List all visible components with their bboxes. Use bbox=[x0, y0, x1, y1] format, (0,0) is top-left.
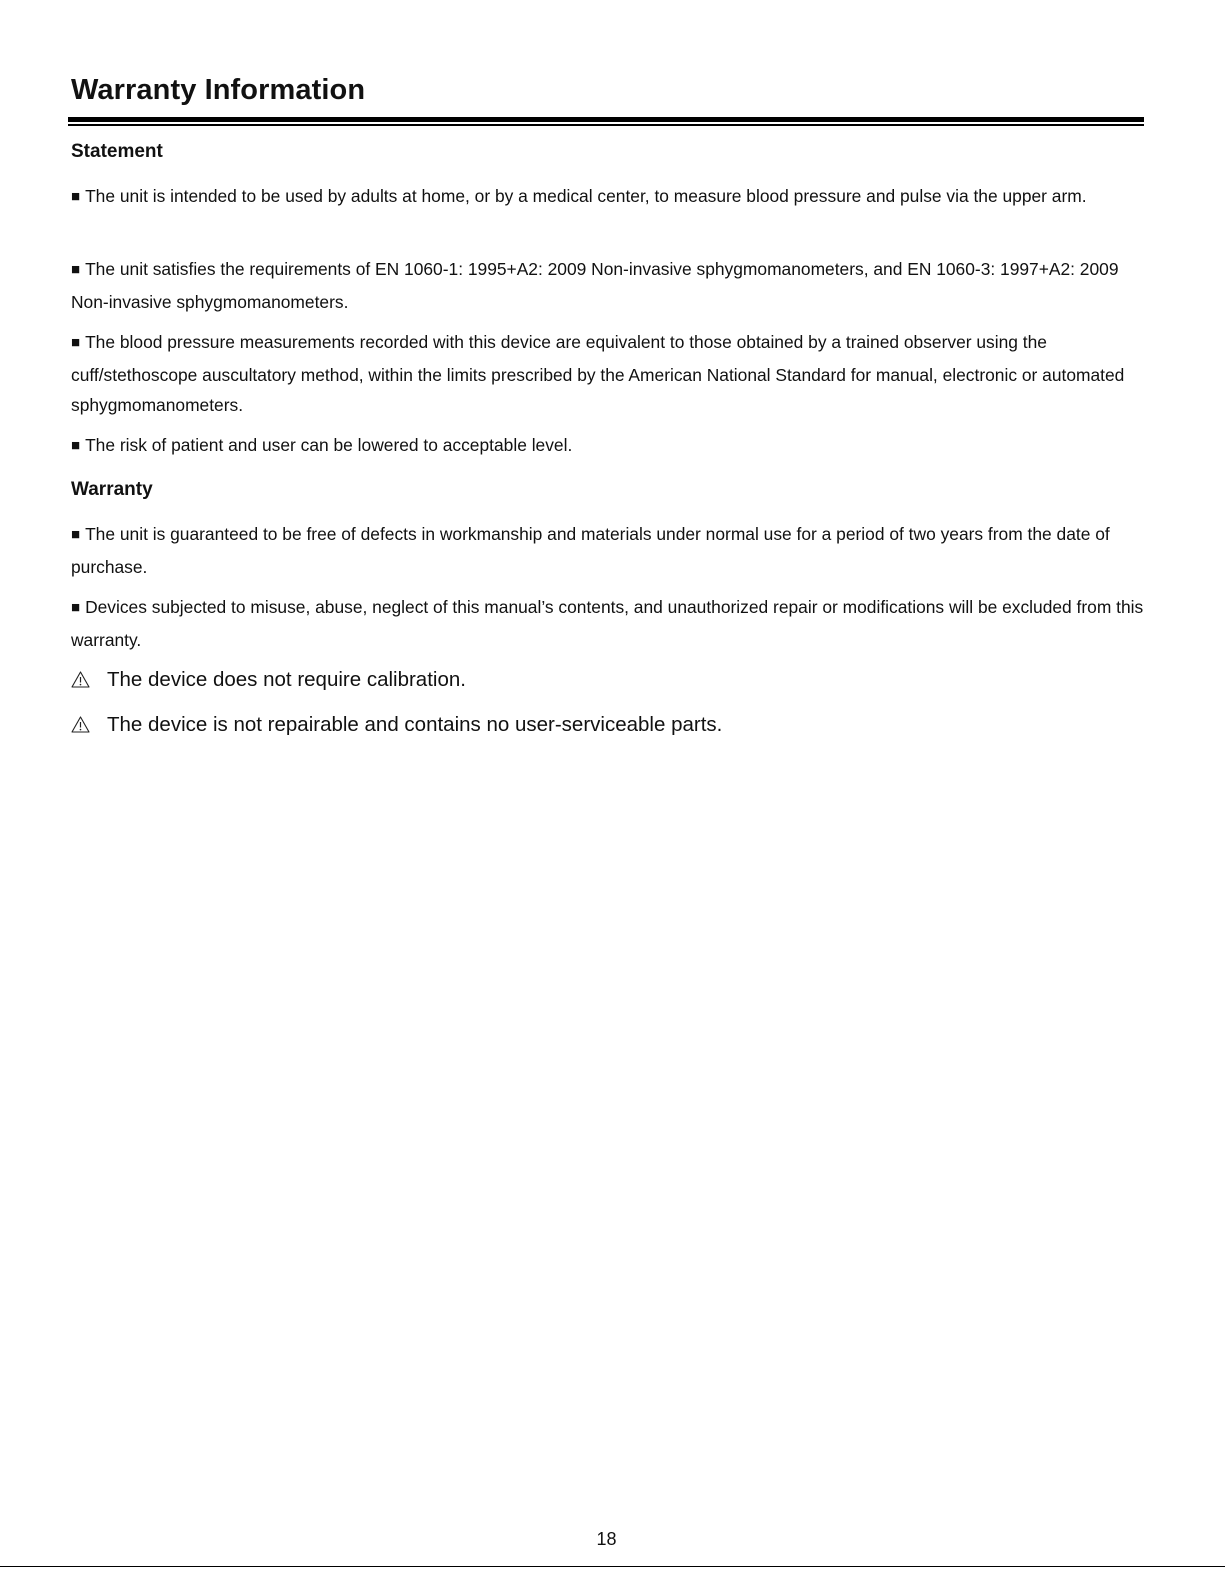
statement-item-2 bbox=[71, 254, 1151, 317]
bullet-square-icon: ■ bbox=[71, 437, 81, 454]
statement-item-1-text: The unit is intended to be used by adults at home, or by a medical center, to measure blood pressure and pulse via the upper arm. bbox=[85, 186, 1087, 206]
warranty-item-1 bbox=[71, 519, 1151, 582]
page-title: Warranty Information bbox=[71, 74, 366, 106]
statement-item-4-text: The risk of patient and user can be lowered to acceptable level. bbox=[85, 435, 573, 455]
warranty-item-1-text: The unit is guaranteed to be free of defects in workmanship and materials under normal use for a period of two years from the date of purchase. bbox=[71, 524, 1110, 577]
bullet-square-icon: ■ bbox=[71, 526, 81, 543]
statement-item-3-text: The blood pressure measurements recorded with this device are equivalent to those obtained by a trained observer using the cuff/stethoscope auscultatory method, within the limits prescribed by the American National Standard for manual, electronic or automated sphygmomanometers. bbox=[71, 332, 1125, 415]
page-number: 18 bbox=[596, 1529, 617, 1549]
note-calibration bbox=[71, 666, 466, 694]
title-divider bbox=[68, 117, 1144, 126]
statement-item-2-text: The unit satisfies the requirements of EN 1060-1: 1995+A2: 2009 Non-invasive sphygmomanometers, and EN 1060-3: 1997+A2: 2009 Non-invasive sphygmomanometers. bbox=[71, 259, 1119, 312]
note-calibration-text: The device does not require calibration. bbox=[107, 668, 466, 691]
title-divider-thin bbox=[68, 124, 1144, 126]
statement-item-4 bbox=[71, 430, 1151, 463]
note-repairable bbox=[71, 711, 722, 739]
warning-triangle-icon bbox=[71, 716, 90, 733]
bullet-square-icon: ■ bbox=[71, 261, 81, 278]
statement-heading: Statement bbox=[71, 141, 163, 162]
footer-divider bbox=[0, 1566, 1225, 1567]
warranty-item-2 bbox=[71, 592, 1151, 655]
warranty-item-2-text: Devices subjected to misuse, abuse, neglect of this manual’s contents, and unauthorized repair or modifications will be excluded from this warranty. bbox=[71, 597, 1144, 650]
statement-item-1 bbox=[71, 181, 1151, 214]
warning-triangle-icon bbox=[71, 671, 90, 688]
bullet-square-icon: ■ bbox=[71, 334, 81, 351]
bullet-square-icon: ■ bbox=[71, 599, 81, 616]
statement-item-3 bbox=[71, 327, 1151, 421]
warranty-heading: Warranty bbox=[71, 479, 153, 500]
note-repairable-text: The device is not repairable and contains no user-serviceable parts. bbox=[107, 713, 723, 736]
title-divider-thick bbox=[68, 117, 1144, 122]
bullet-square-icon: ■ bbox=[71, 188, 81, 205]
